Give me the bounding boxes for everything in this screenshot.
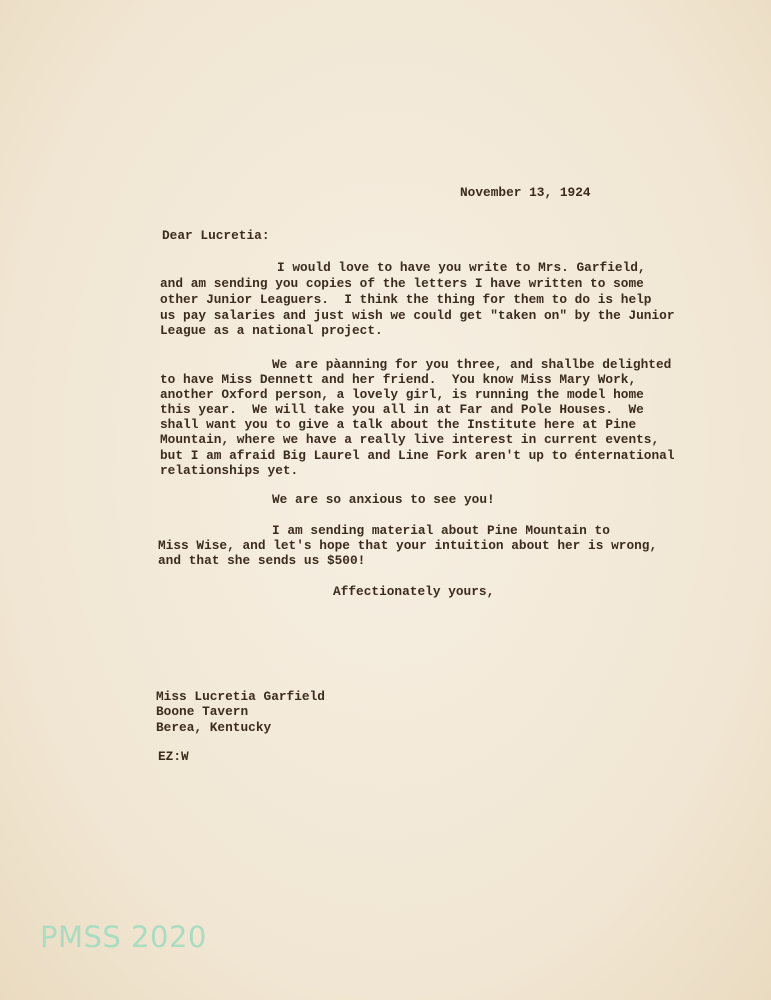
closing: Affectionately yours,: [333, 584, 495, 599]
paragraph-2-line: this year. We will take you all in at Far and Pole Houses. We: [160, 402, 644, 417]
paragraph-1-line: and am sending you copies of the letters I have written to some: [160, 276, 644, 291]
address-line: Berea, Kentucky: [156, 720, 272, 735]
initials: EZ:W: [158, 749, 189, 764]
paragraph-4-line: Miss Wise, and let's hope that your intuition about her is wrong,: [158, 538, 658, 553]
address-line: Boone Tavern: [156, 704, 249, 719]
watermark: PMSS 2020: [40, 920, 207, 954]
paragraph-1-line: us pay salaries and just wish we could get "taken on" by the Junior: [160, 308, 675, 323]
paragraph-1-line: I would love to have you write to Mrs. Garfield,: [277, 260, 646, 275]
paragraph-2-line: but I am afraid Big Laurel and Line Fork aren't up to énternational: [160, 448, 675, 463]
address-line: Miss Lucretia Garfield: [156, 689, 325, 704]
paragraph-2-line: We are pàanning for you three, and shallbe delighted: [272, 357, 672, 372]
paragraph-3-line: We are so anxious to see you!: [272, 492, 495, 507]
paragraph-1-line: League as a national project.: [160, 323, 383, 338]
paragraph-1-line: other Junior Leaguers. I think the thing for them to do is help: [160, 292, 652, 307]
paragraph-2-line: Mountain, where we have a really live interest in current events,: [160, 432, 660, 447]
paragraph-2-line: another Oxford person, a lovely girl, is running the model home: [160, 387, 644, 402]
paragraph-2-line: shall want you to give a talk about the Institute here at Pine: [160, 417, 637, 432]
salutation: Dear Lucretia:: [162, 228, 270, 243]
paragraph-4-line: I am sending material about Pine Mountain to: [272, 523, 610, 538]
date: November 13, 1924: [460, 185, 591, 200]
paragraph-2-line: relationships yet.: [160, 463, 299, 478]
paragraph-2-line: to have Miss Dennett and her friend. You know Miss Mary Work,: [160, 372, 637, 387]
paragraph-4-line: and that she sends us $500!: [158, 553, 366, 568]
